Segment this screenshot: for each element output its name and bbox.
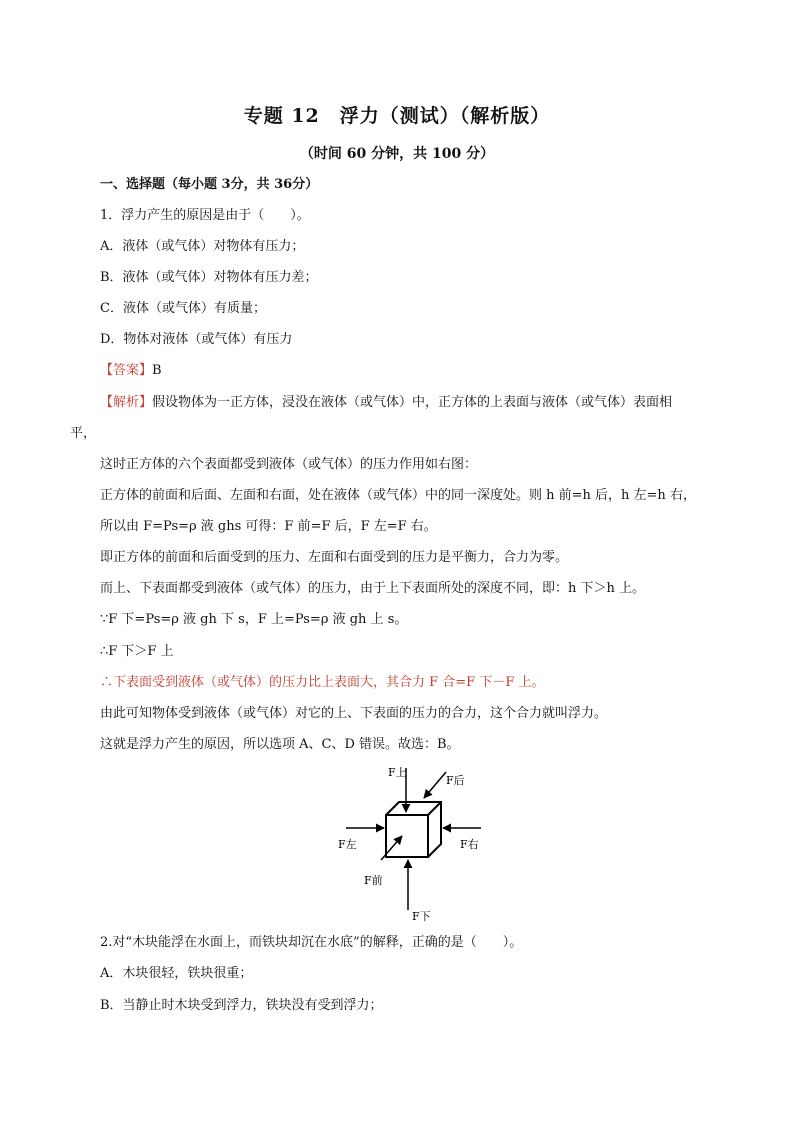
cube-shape	[386, 802, 441, 857]
question-2-option-a: A．木块很轻，铁块很重；	[100, 966, 253, 981]
analysis-line-8: ∵F 下=Ps=ρ 液 gh 下 s，F 上=Ps=ρ 液 gh 上 s。	[100, 612, 408, 627]
analysis-line-1: 【解析】假设物体为一正方体，浸没在液体（或气体）中，正方体的上表面与液体（或气体）表面相	[100, 395, 673, 410]
label-right: F右	[460, 838, 479, 851]
question-1-option-a: A．液体（或气体）对物体有压力；	[100, 239, 305, 254]
analysis-line-3: 这时正方体的六个表面都受到液体（或气体）的压力作用如右图：	[100, 457, 478, 472]
arrow-back	[424, 772, 446, 798]
analysis-line-10: ∴下表面受到液体（或气体）的压力比上表面大，其合力 F 合=F 下－F 上。	[100, 675, 545, 690]
question-2-stem: 2.对“木块能浮在水面上，而铁块却沉在水底”的解释，正确的是（ ）。	[100, 935, 523, 950]
question-2-option-b: B．当静止时木块受到浮力，铁块没有受到浮力；	[100, 998, 383, 1013]
answer-tag: 【答案】	[100, 363, 153, 378]
analysis-line-6: 即正方体的前面和后面受到的压力、左面和右面受到的压力是平衡力，合力为零。	[100, 550, 569, 565]
answer-line	[100, 362, 162, 380]
analysis-line-12: 这就是浮力产生的原因，所以选项 A、C、D 错误。故选：B。	[100, 737, 460, 752]
analysis-line-5: 所以由 F=Ps=ρ 液 ghs 可得：F 前=F 后，F 左=F 右。	[100, 519, 437, 534]
analysis-line-4: 正方体的前面和后面、左面和右面，处在液体（或气体）中的同一深度处。则 h 前=h 后，h 左=h 右，	[100, 488, 696, 503]
analysis-line-7: 而上、下表面都受到液体（或气体）的压力，由于上下表面所处的深度不同，即：h 下＞h 上。	[100, 581, 646, 596]
answer-value: B	[152, 363, 162, 378]
label-front: F前	[364, 874, 383, 887]
label-back: F后	[446, 774, 465, 787]
analysis-line-11: 由此可知物体受到液体（或气体）对它的上、下表面的压力的合力，这个合力就叫浮力。	[100, 706, 608, 721]
page-subtitle: （时间 60 分钟，共 100 分）	[299, 146, 495, 162]
label-left: F左	[338, 838, 357, 851]
analysis-line-9: ∴F 下＞F 上	[100, 644, 174, 659]
question-1-option-d: D．物体对液体（或气体）有压力	[100, 332, 293, 347]
cube-pressure-diagram	[336, 760, 486, 930]
analysis-line-2: 平，	[70, 426, 97, 441]
section-heading: 一、选择题（每小题 3分，共 36分）	[100, 177, 319, 192]
question-1-stem: 1．浮力产生的原因是由于（ ）。	[100, 208, 310, 223]
question-1-option-b: B．液体（或气体）对物体有压力差；	[100, 270, 318, 285]
label-top: F上	[388, 766, 407, 779]
page-title: 专题 12 浮力（测试）（解析版）	[243, 105, 551, 127]
analysis-tag: 【解析】	[100, 395, 153, 410]
question-1-option-c: C．液体（或气体）有质量；	[100, 301, 266, 316]
label-bottom: F下	[412, 910, 431, 923]
